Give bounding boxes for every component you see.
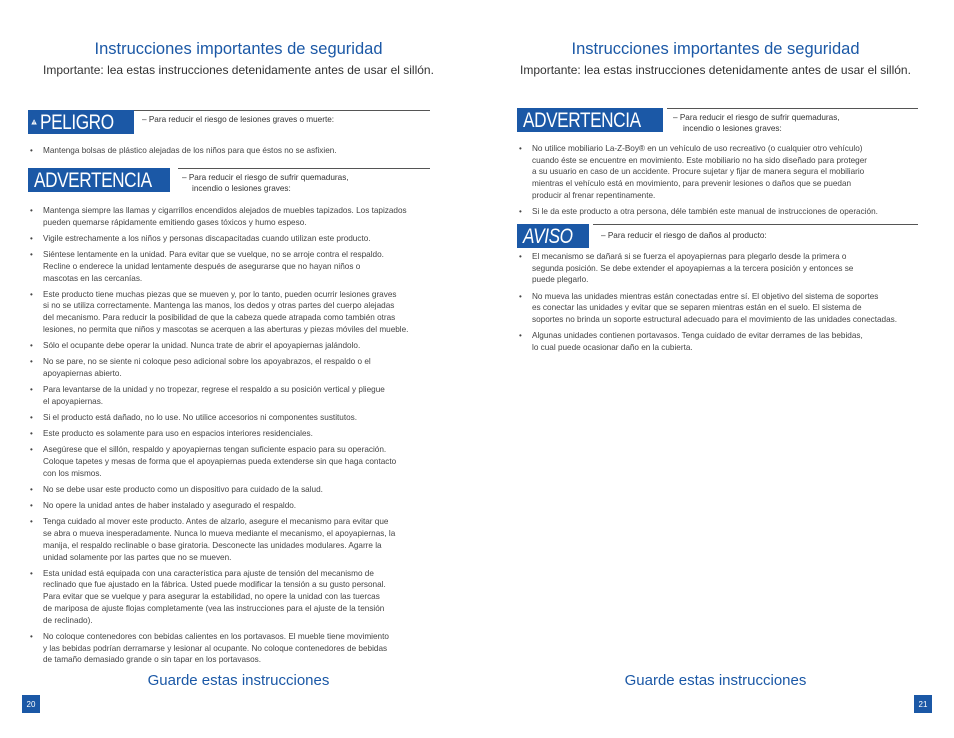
page-title: Instrucciones importantes de seguridad	[571, 40, 860, 58]
list-item-line: • Si le da este producto a otra persona, déle también este manual de instrucciones de operación.	[532, 207, 878, 217]
page-subtitle: Importante: lea estas instrucciones detenidamente antes de usar el sillón.	[520, 63, 911, 77]
list-item	[517, 143, 947, 202]
list-item-line: • No se pare, no se siente ni coloque peso adicional sobre los apoyabrazos, el respaldo o el	[43, 357, 371, 367]
list-item-line: apoyapiernas abierto.	[43, 368, 122, 378]
list-item-line: • No mueva las unidades mientras están conectadas entre sí. El objetivo del sistema de soportes	[532, 291, 879, 301]
list-item-line: reclinado que fue ajustado en la fábrica. Usted puede modificar la tensión a su gusto personal.	[43, 580, 386, 590]
list-item-line: • No se debe usar este producto como un dispositivo para cuidado de la salud.	[43, 485, 323, 495]
page-number: 20	[22, 695, 40, 713]
list-item-line: del mecanismo. Para reducir la posibilidad de que la cabeza quede atrapada como también otras	[43, 313, 396, 323]
note-line: – Para reducir el riesgo de sufrir quemaduras,	[673, 113, 840, 122]
list-item-line: mascotas en las cercanías.	[43, 273, 143, 283]
list-item-line: • Este producto es solamente para uso en espacios interiores residenciales.	[43, 429, 313, 439]
list-item-line: • Algunas unidades contienen portavasos. Tenga cuidado de evitar derrames de las bebidas,	[532, 331, 863, 341]
list-item-line: cuando éste se encuentre en movimiento. Este mobiliario no ha sido diseñado para proteger	[532, 155, 867, 165]
list-item	[28, 340, 468, 352]
list-item	[517, 206, 947, 218]
footer-save-instructions: Guarde estas instrucciones	[147, 672, 330, 689]
list-item-line: • Siéntese lentamente en la unidad. Para evitar que se vuelque, no se arroje contra el respaldo.	[43, 250, 384, 260]
list-item-line: es conectar las unidades y evitar que se separen mientras están en el suelo. El sistema de	[532, 303, 862, 313]
list-item-line: mientras el vehículo está en movimiento, para prevenir lesiones o daños que se puedan	[532, 179, 852, 189]
list-item	[28, 233, 468, 245]
page-subtitle: Importante: lea estas instrucciones detenidamente antes de usar el sillón.	[43, 63, 434, 77]
advertencia-list	[517, 143, 947, 222]
page-title: Instrucciones importantes de seguridad	[94, 40, 383, 58]
note-line: – Para reducir el riesgo de lesiones graves o muerte:	[142, 115, 335, 124]
note-line: – Para reducir el riesgo de daños al producto:	[601, 231, 767, 240]
list-item	[28, 568, 468, 627]
note-line: incendio o lesiones graves:	[683, 124, 782, 133]
peligro-word: PELIGRO	[40, 110, 114, 134]
list-item-line: a su usuario en caso de un accidente. Procure sujetar y fijar de manera segura el mobiliario	[532, 167, 865, 177]
list-item-line: Para evitar que se vuelque y para asegurar la estabilidad, no opere la unidad con las tuercas	[43, 592, 380, 602]
list-item	[28, 444, 468, 479]
list-item-line: se abra o mueva inesperadamente. Nunca lo mueva mediante el mecanismo, el apoyapiernas, la	[43, 529, 396, 539]
list-item-line: • Esta unidad está equipada con una característica para ajuste de tensión del mecanismo de	[43, 568, 374, 578]
list-item-line: • Tenga cuidado al mover este producto. Antes de alzarlo, asegure el mecanismo para evitar que	[43, 517, 389, 527]
list-item-line: manija, el respaldo reclinable o base giratoria. Desconecte las unidades modulares. Agarre la	[43, 540, 382, 550]
list-item-line: • Asegúrese que el sillón, respaldo y apoyapiernas tengan suficiente espacio para su operación.	[43, 445, 387, 455]
list-item-line: • No utilice mobiliario La-Z-Boy® en un vehículo de uso recreativo (o cualquier otro vehículo)	[532, 144, 863, 153]
peligro-note	[142, 114, 334, 125]
advertencia-note	[182, 172, 349, 194]
list-item-line: de reclinado).	[43, 615, 93, 625]
list-item-line: de mariposa de ajuste flojas completamente (vea las instrucciones para el ajuste de la tensión	[43, 603, 385, 613]
list-item-line: pueden quemarse rápidamente emitiendo gases tóxicos y humo espeso.	[43, 217, 307, 227]
peligro-list	[28, 145, 468, 161]
list-item	[28, 412, 468, 424]
list-item-line: producir al frenar repentinamente.	[532, 190, 656, 200]
list-item-line: • Este producto tiene muchas piezas que se mueven y, por lo tanto, pueden ocurrir lesiones graves	[43, 289, 397, 299]
list-item-line: • Si el producto está dañado, no lo use. No utilice accesorios ni componentes sustitutos.	[43, 413, 358, 423]
list-item	[517, 330, 947, 353]
aviso-note	[601, 230, 767, 241]
list-item-line: • Sólo el ocupante debe operar la unidad. Nunca trate de abrir el apoyapiernas jalándolo.	[43, 341, 361, 351]
right-page	[477, 0, 954, 738]
list-item	[28, 384, 468, 407]
list-item	[28, 428, 468, 440]
list-item	[28, 500, 468, 512]
note-line: – Para reducir el riesgo de sufrir quemaduras,	[182, 173, 349, 182]
page-number: 21	[914, 695, 932, 713]
advertencia-word: ADVERTENCIA	[34, 168, 152, 192]
aviso-word: AVISO	[523, 224, 573, 248]
advertencia-badge	[28, 168, 170, 192]
aviso-badge	[517, 224, 589, 248]
list-item-line: • El mecanismo se dañará si se fuerza el apoyapiernas para plegarlo desde la primera o	[532, 252, 847, 261]
warning-triangle-icon	[31, 113, 37, 131]
list-item	[28, 484, 468, 496]
list-item-line: • No opere la unidad antes de haber instalado y asegurado el respaldo.	[43, 501, 297, 511]
list-item-line: si no se utiliza correctamente. Mantenga las manos, los dedos y otras partes del cuerpo alejadas	[43, 301, 395, 311]
list-item-line: • Vigile estrechamente a los niños y personas discapacitadas cuando utilizan este producto.	[43, 233, 371, 243]
signal-rule	[667, 108, 918, 109]
list-item-line: y las bebidas podrían derramarse y lesionar al ocupante. No coloque contenedores de bebidas	[43, 643, 388, 653]
list-item	[28, 249, 468, 284]
list-item-line: • Para levantarse de la unidad y no tropezar, regrese el respaldo a su posición vertical y pliegue	[43, 385, 385, 395]
list-item	[28, 289, 468, 336]
list-item	[517, 251, 947, 286]
advertencia-list	[28, 205, 468, 670]
list-item	[517, 291, 947, 326]
list-item	[28, 205, 468, 228]
list-item-line: segunda posición. Se debe extender el apoyapiernas a la tercera posición y entonces se	[532, 263, 854, 273]
list-item	[28, 145, 468, 157]
signal-rule	[178, 168, 430, 169]
signal-rule	[593, 224, 918, 225]
list-item-line: lo cual puede ocasionar daño en la cubierta.	[532, 342, 693, 352]
advertencia-note	[673, 112, 840, 134]
list-item-line: con los mismos.	[43, 468, 102, 478]
list-item-line: el apoyapiernas.	[43, 396, 104, 406]
list-item-line: de tamaño demasiado grande o sin tapar en los portavasos.	[43, 655, 262, 665]
list-item	[28, 356, 468, 379]
list-item	[28, 631, 468, 666]
advertencia-word: ADVERTENCIA	[523, 108, 641, 132]
note-line: incendio o lesiones graves:	[192, 184, 291, 193]
footer-save-instructions: Guarde estas instrucciones	[624, 672, 807, 689]
advertencia-badge	[517, 108, 663, 132]
list-item-line: • Mantenga bolsas de plástico alejadas de los niños para que éstos no se asfixien.	[43, 146, 337, 155]
peligro-badge	[28, 110, 134, 134]
list-item-line: soportes no brinda un soporte estructural adecuado para el movimiento de las unidades conectadas.	[532, 315, 898, 325]
list-item-line: • Mantenga siempre las llamas y cigarrillos encendidos alejados de muebles tapizados. Los tapizados	[43, 206, 407, 215]
list-item-line: • No coloque contenedores con bebidas calientes en los portavasos. El mueble tiene movimiento	[43, 631, 389, 641]
aviso-list	[517, 251, 947, 358]
list-item-line: puede plegarlo.	[532, 275, 589, 285]
list-item-line: unidad solamente por las partes que no se mueven.	[43, 552, 232, 562]
list-item	[28, 516, 468, 563]
list-item-line: lesiones, no permita que niños y mascotas se acerquen a las aberturas y piezas móviles del mueble.	[43, 324, 409, 334]
list-item-line: Recline o enderece la unidad lentamente después de asegurarse que no hayan niños o	[43, 261, 361, 271]
list-item-line: Coloque tapetes y mesas de forma que el apoyapiernas pueda extenderse sin que haga contacto	[43, 457, 397, 467]
